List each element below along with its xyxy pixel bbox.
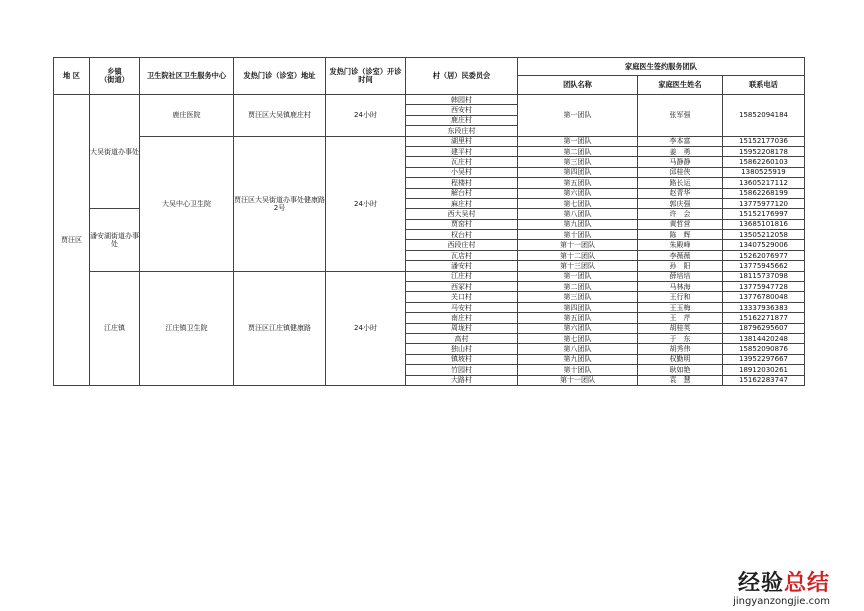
village-cell: 建平村 xyxy=(406,146,518,156)
village-cell: 西段庄村 xyxy=(406,240,518,250)
doctor-cell: 李薇薇 xyxy=(638,250,723,260)
doctor-cell: 姜 勇 xyxy=(638,146,723,156)
header-hours: 发热门诊（诊室）开诊时间 xyxy=(326,58,406,95)
team-cell: 第三团队 xyxy=(518,292,638,302)
village-cell: 江庄村 xyxy=(406,271,518,281)
team-cell: 第三团队 xyxy=(518,157,638,167)
phone-cell: 13776780048 xyxy=(723,292,805,302)
doctor-cell: 薛培培 xyxy=(638,271,723,281)
team-cell: 第十一团队 xyxy=(518,375,638,385)
hours-cell: 24小时 xyxy=(326,136,406,271)
village-cell: 西安村 xyxy=(406,105,518,115)
team-cell: 第五团队 xyxy=(518,178,638,188)
watermark-text: 经验 xyxy=(737,571,784,596)
village-cell: 贾窑村 xyxy=(406,219,518,229)
team-cell: 第一团队 xyxy=(518,136,638,146)
table-row xyxy=(54,271,805,281)
center-cell: 鹿庄医院 xyxy=(140,95,234,137)
team-cell: 第六团队 xyxy=(518,323,638,333)
watermark-text-red: 总结 xyxy=(783,571,830,596)
village-cell: 镇坡村 xyxy=(406,354,518,364)
phone-cell: 13952297667 xyxy=(723,354,805,364)
team-cell: 第九团队 xyxy=(518,219,638,229)
doctor-cell: 黄哲营 xyxy=(638,219,723,229)
village-cell: 竹园村 xyxy=(406,365,518,375)
table-row xyxy=(54,136,805,146)
village-cell: 西大吴村 xyxy=(406,209,518,219)
phone-cell: 13814420248 xyxy=(723,333,805,343)
phone-cell: 15852090876 xyxy=(723,344,805,354)
village-cell: 东段庄村 xyxy=(406,126,518,136)
phone-cell: 18912030261 xyxy=(723,365,805,375)
table-body xyxy=(54,95,805,386)
doctor-cell: 赵青华 xyxy=(638,188,723,198)
phone-cell: 13505212058 xyxy=(723,230,805,240)
doctor-cell: 于 东 xyxy=(638,333,723,343)
team-cell: 第五团队 xyxy=(518,313,638,323)
doctor-cell: 王 芹 xyxy=(638,313,723,323)
doctor-cell: 袁 慧 xyxy=(638,375,723,385)
watermark-url: jingyanzongjie.com xyxy=(733,596,830,607)
header-village: 村（居）民委员会 xyxy=(406,58,518,95)
address-cell: 贾汪区江庄镇健康路 xyxy=(234,271,326,385)
doctor-team-table xyxy=(53,57,805,386)
region-cell: 贾汪区 xyxy=(54,95,90,386)
team-cell: 第一团队 xyxy=(518,95,638,137)
phone-cell: 15852094184 xyxy=(723,95,805,137)
village-cell: 马安村 xyxy=(406,302,518,312)
team-cell: 第一团队 xyxy=(518,271,638,281)
village-cell: 瓦庄村 xyxy=(406,157,518,167)
village-cell: 鹿庄村 xyxy=(406,115,518,125)
village-cell: 解台村 xyxy=(406,188,518,198)
village-cell: 关口村 xyxy=(406,292,518,302)
address-cell: 贾汪区大吴镇鹿庄村 xyxy=(234,95,326,137)
center-cell: 江庄镇卫生院 xyxy=(140,271,234,385)
doctor-cell: 孙 阳 xyxy=(638,261,723,271)
team-cell: 第九团队 xyxy=(518,354,638,364)
header-address: 发热门诊（诊室）地址 xyxy=(234,58,326,95)
village-cell: 麻庄村 xyxy=(406,198,518,208)
header-team-name: 团队名称 xyxy=(518,76,638,95)
phone-cell: 1380525919 xyxy=(723,167,805,177)
village-cell: 大路村 xyxy=(406,375,518,385)
phone-cell: 18796295607 xyxy=(723,323,805,333)
team-cell: 第十团队 xyxy=(518,365,638,375)
doctor-cell: 路长运 xyxy=(638,178,723,188)
phone-cell: 18115737098 xyxy=(723,271,805,281)
doctor-cell: 王玉梅 xyxy=(638,302,723,312)
watermark xyxy=(733,572,830,607)
town-cell: 潘安湖街道办事处 xyxy=(90,209,140,271)
village-cell: 权台村 xyxy=(406,230,518,240)
village-cell: 湖里村 xyxy=(406,136,518,146)
header-town: 乡镇 （街道） xyxy=(90,58,140,95)
doctor-cell: 胡桂英 xyxy=(638,323,723,333)
phone-cell: 13605217112 xyxy=(723,178,805,188)
doctor-cell: 马静静 xyxy=(638,157,723,167)
doctor-cell: 马林海 xyxy=(638,282,723,292)
village-cell: 西冢村 xyxy=(406,282,518,292)
header-doctor: 家庭医生姓名 xyxy=(638,76,723,95)
team-cell: 第八团队 xyxy=(518,209,638,219)
village-cell: 高村 xyxy=(406,333,518,343)
phone-cell: 15862268199 xyxy=(723,188,805,198)
team-cell: 第六团队 xyxy=(518,188,638,198)
phone-cell: 15162271877 xyxy=(723,313,805,323)
doctor-cell: 郭庆强 xyxy=(638,198,723,208)
center-cell: 大吴中心卫生院 xyxy=(140,136,234,271)
doctor-cell: 张军强 xyxy=(638,95,723,137)
header-phone: 联系电话 xyxy=(723,76,805,95)
phone-cell: 13685101816 xyxy=(723,219,805,229)
doctor-cell: 胡秀伟 xyxy=(638,344,723,354)
phone-cell: 13337936383 xyxy=(723,302,805,312)
village-cell: 南庄村 xyxy=(406,313,518,323)
doctor-cell: 王行和 xyxy=(638,292,723,302)
doctor-cell: 李本富 xyxy=(638,136,723,146)
doctor-cell: 朱殿峰 xyxy=(638,240,723,250)
phone-cell: 13775947728 xyxy=(723,282,805,292)
phone-cell: 13407529006 xyxy=(723,240,805,250)
table-row xyxy=(54,95,805,105)
team-cell: 第七团队 xyxy=(518,333,638,343)
team-cell: 第十一团队 xyxy=(518,240,638,250)
team-cell: 第四团队 xyxy=(518,167,638,177)
header-region: 地 区 xyxy=(54,58,90,95)
phone-cell: 13775945662 xyxy=(723,261,805,271)
doctor-cell: 许 会 xyxy=(638,209,723,219)
team-cell: 第四团队 xyxy=(518,302,638,312)
team-cell: 第二团队 xyxy=(518,146,638,156)
town-cell: 大吴街道办事处 xyxy=(90,95,140,209)
phone-cell: 15152176997 xyxy=(723,209,805,219)
phone-cell: 15952208178 xyxy=(723,146,805,156)
team-cell: 第十团队 xyxy=(518,230,638,240)
village-cell: 韩园村 xyxy=(406,95,518,105)
address-cell: 贾汪区大吴街道办事处健康路2号 xyxy=(234,136,326,271)
hours-cell: 24小时 xyxy=(326,271,406,385)
village-cell: 潘安村 xyxy=(406,261,518,271)
phone-cell: 13775977120 xyxy=(723,198,805,208)
phone-cell: 15152177036 xyxy=(723,136,805,146)
village-cell: 小吴村 xyxy=(406,167,518,177)
village-cell: 程楼村 xyxy=(406,178,518,188)
phone-cell: 15262076977 xyxy=(723,250,805,260)
team-cell: 第七团队 xyxy=(518,198,638,208)
doctor-cell: 耿如艳 xyxy=(638,365,723,375)
hours-cell: 24小时 xyxy=(326,95,406,137)
town-cell: 江庄镇 xyxy=(90,271,140,385)
team-cell: 第十二团队 xyxy=(518,250,638,260)
team-cell: 第十三团队 xyxy=(518,261,638,271)
village-cell: 周垅村 xyxy=(406,323,518,333)
team-cell: 第八团队 xyxy=(518,344,638,354)
phone-cell: 15162283747 xyxy=(723,375,805,385)
village-cell: 独山村 xyxy=(406,344,518,354)
header-team-group: 家庭医生签约服务团队 xyxy=(518,58,805,76)
village-cell: 瓦店村 xyxy=(406,250,518,260)
doctor-cell: 邱桂侠 xyxy=(638,167,723,177)
phone-cell: 15862260103 xyxy=(723,157,805,167)
header-center: 卫生院社区卫生服务中心 xyxy=(140,58,234,95)
doctor-cell: 陈 辉 xyxy=(638,230,723,240)
team-cell: 第二团队 xyxy=(518,282,638,292)
doctor-cell: 权勤明 xyxy=(638,354,723,364)
